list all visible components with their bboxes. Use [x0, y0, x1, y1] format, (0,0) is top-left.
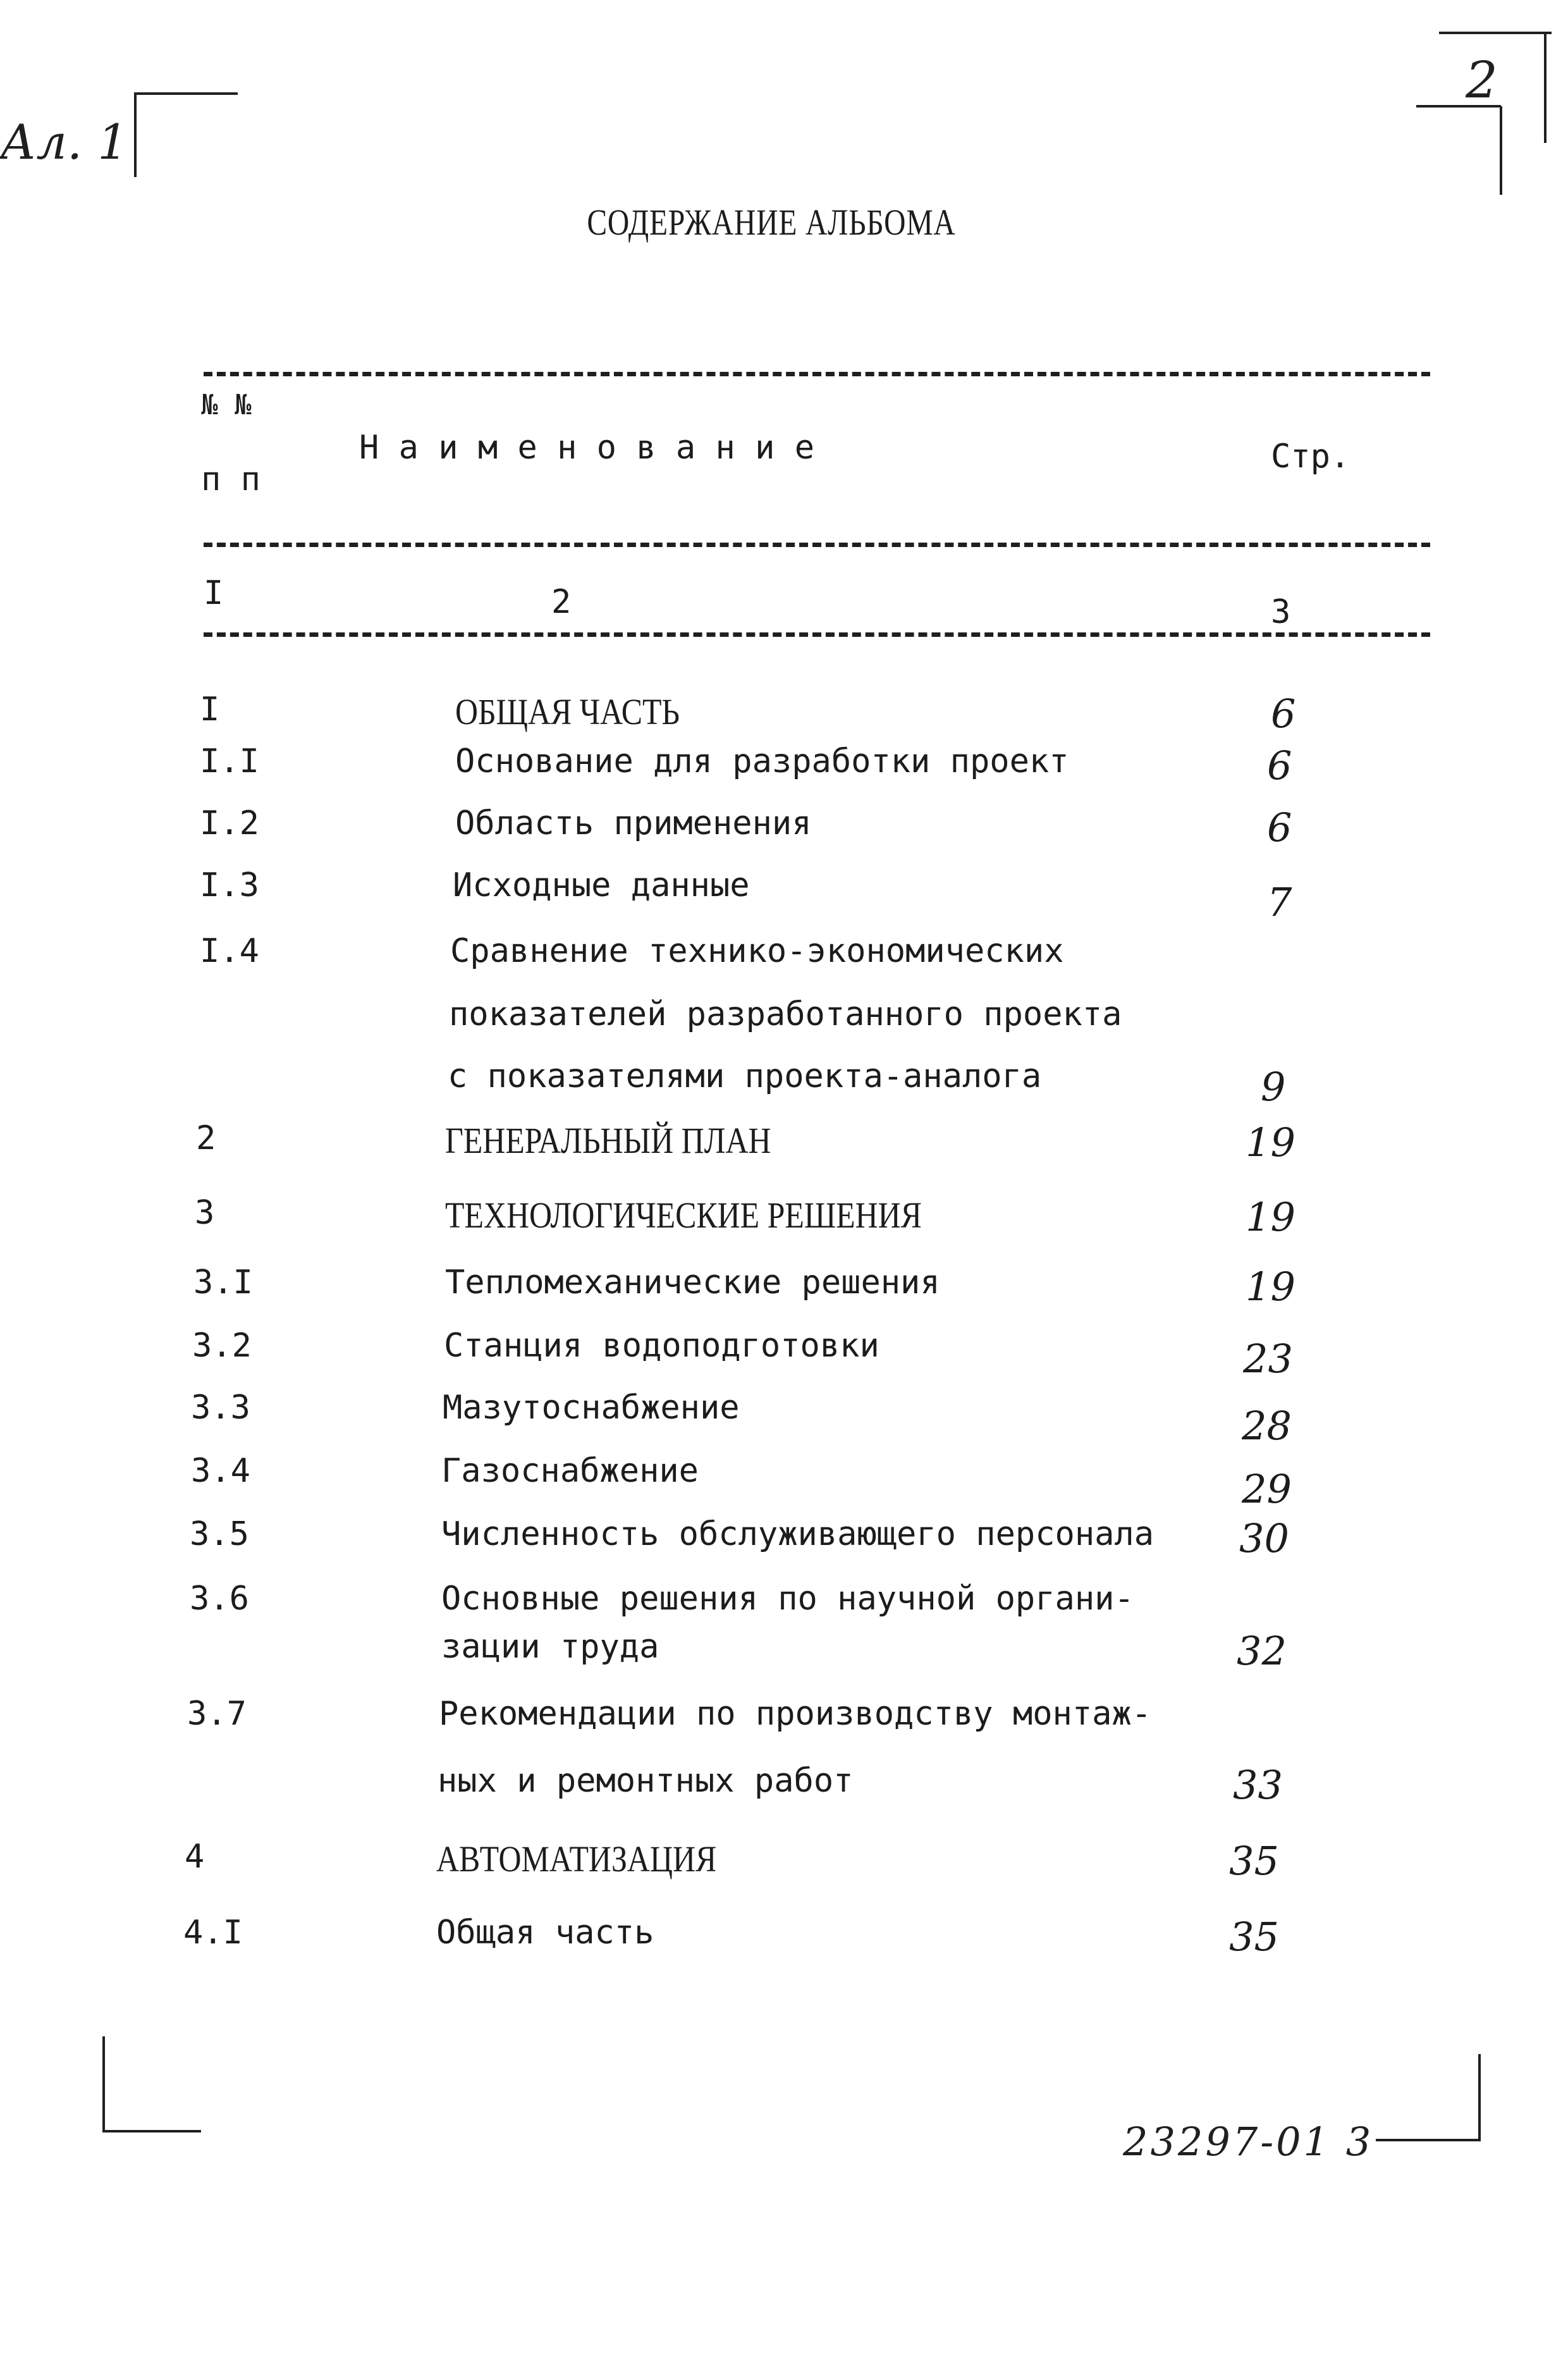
toc-row-title: ных и ремонтных работ	[438, 1762, 854, 1800]
header-top-rule	[204, 372, 1430, 376]
toc-row-number: 3.5	[190, 1515, 249, 1553]
toc-row-number: 4.I	[183, 1914, 243, 1952]
corner-mark-bottom-left-vertical	[102, 2036, 105, 2132]
toc-row-title: Рекомендации по производству монтаж-	[439, 1695, 1152, 1733]
toc-row	[0, 1264, 1568, 1310]
toc-row-page: 23	[1243, 1336, 1293, 1382]
toc-row-page: 7	[1267, 879, 1292, 925]
toc-row-number: 3.7	[187, 1695, 247, 1733]
toc-row-title: АВТОМАТИЗАЦИЯ	[436, 1838, 717, 1880]
column-number-1: I	[204, 574, 224, 612]
toc-row	[0, 1327, 1568, 1382]
header-num-label-top: № №	[201, 389, 252, 421]
toc-row-number: 4	[185, 1838, 205, 1876]
toc-row-number: 3.6	[190, 1580, 249, 1618]
toc-row	[0, 1057, 1568, 1110]
toc-row	[0, 1389, 1568, 1449]
toc-row-number: 3	[195, 1194, 215, 1232]
toc-row-number: 2	[196, 1119, 216, 1157]
toc-row-number: 3.2	[192, 1327, 252, 1365]
toc-row-title: Область применения	[455, 804, 812, 842]
corner-mark-bottom-right-horizontal	[1376, 2139, 1481, 2141]
toc-row	[0, 742, 1568, 789]
corner-mark-bottom-right-vertical	[1478, 2054, 1481, 2140]
toc-row-page: 30	[1239, 1515, 1289, 1561]
toc-row	[0, 1194, 1568, 1240]
toc-row-title: Газоснабжение	[441, 1452, 699, 1490]
header-middle-rule	[204, 543, 1430, 547]
toc-row-page: 9	[1261, 1064, 1286, 1110]
toc-row	[0, 1838, 1568, 1884]
toc-row-number: I.2	[200, 804, 259, 842]
corner-mark-top-left-vertical	[134, 92, 137, 177]
toc-row-page: 35	[1229, 1914, 1279, 1960]
toc-row-page: 19	[1246, 1194, 1295, 1240]
sheet-number: 2	[1466, 51, 1498, 109]
toc-row-number: I	[200, 691, 220, 729]
toc-row	[0, 1628, 1568, 1674]
toc-row-title: Основание для разработки проект	[455, 742, 1069, 780]
toc-row-title: Сравнение технико-экономических	[450, 932, 1064, 970]
toc-row-title: ГЕНЕРАЛЬНЫЙ ПЛАН	[445, 1120, 771, 1161]
toc-row-title: Тепломеханические решения	[445, 1264, 940, 1302]
toc-row-page: 6	[1271, 691, 1296, 737]
toc-row	[0, 1119, 1568, 1166]
toc-row-title: Общая часть	[436, 1914, 654, 1952]
toc-row	[0, 932, 1568, 970]
toc-row-title: Станция водоподготовки	[444, 1327, 879, 1365]
toc-row-number: 3.4	[191, 1452, 250, 1490]
page-title: СОДЕРЖАНИЕ АЛЬБОМА	[587, 202, 956, 243]
toc-row-page: 19	[1246, 1264, 1295, 1310]
toc-row-number: 3.3	[191, 1389, 250, 1427]
toc-row	[0, 691, 1568, 737]
toc-row-number: I.4	[200, 932, 259, 970]
toc-row-page: 6	[1267, 804, 1292, 851]
toc-row-number: 3.I	[193, 1264, 253, 1302]
toc-row-page: 6	[1267, 742, 1292, 789]
corner-mark-top-left-horizontal	[134, 92, 238, 95]
toc-row-page: 28	[1242, 1403, 1292, 1449]
toc-row	[0, 1762, 1568, 1808]
header-num-label-bottom: п п	[201, 460, 260, 498]
toc-row-title: показателей разработанного проекта	[449, 995, 1122, 1033]
toc-row-page: 32	[1237, 1628, 1287, 1674]
toc-row-page: 19	[1246, 1119, 1295, 1166]
toc-row-title: Исходные данные	[453, 866, 750, 904]
toc-row-page: 33	[1233, 1762, 1283, 1808]
corner-mark-bottom-left-horizontal	[102, 2130, 201, 2132]
toc-row	[0, 1515, 1568, 1561]
toc-row	[0, 1580, 1568, 1618]
toc-row	[0, 804, 1568, 851]
toc-row-title: ТЕХНОЛОГИЧЕСКИЕ РЕШЕНИЯ	[445, 1195, 922, 1236]
column-number-3: 3	[1271, 593, 1291, 631]
header-name-label: Н а и м е н о в а н и е	[359, 429, 815, 467]
toc-row-title: зации труда	[441, 1628, 659, 1666]
toc-row	[0, 995, 1568, 1033]
toc-row-title: с показателями проекта-аналога	[448, 1057, 1042, 1095]
toc-row	[0, 1914, 1568, 1960]
margin-note: Ал. 1	[0, 114, 128, 170]
header-bottom-rule	[204, 632, 1430, 637]
toc-row-number: I.3	[200, 866, 259, 904]
toc-row-title: ОБЩАЯ ЧАСТЬ	[455, 691, 680, 732]
document-code: 23297-01 3	[1123, 2119, 1374, 2165]
toc-row	[0, 866, 1568, 925]
toc-row-page: 35	[1229, 1838, 1279, 1884]
toc-row	[0, 1452, 1568, 1512]
corner-mark-top-right-vertical	[1500, 106, 1502, 195]
header-page-label: Стр.	[1271, 438, 1351, 476]
toc-row-number: I.I	[200, 742, 259, 780]
toc-row-title: Основные решения по научной органи-	[441, 1580, 1134, 1618]
toc-row-title: Численность обслуживающего персонала	[441, 1515, 1155, 1553]
toc-row	[0, 1695, 1568, 1733]
sheet-frame-right	[1544, 32, 1547, 143]
sheet-frame-top	[1439, 32, 1552, 34]
column-number-2: 2	[551, 583, 572, 621]
toc-row-page: 29	[1242, 1466, 1292, 1512]
toc-row-title: Мазутоснабжение	[443, 1389, 740, 1427]
